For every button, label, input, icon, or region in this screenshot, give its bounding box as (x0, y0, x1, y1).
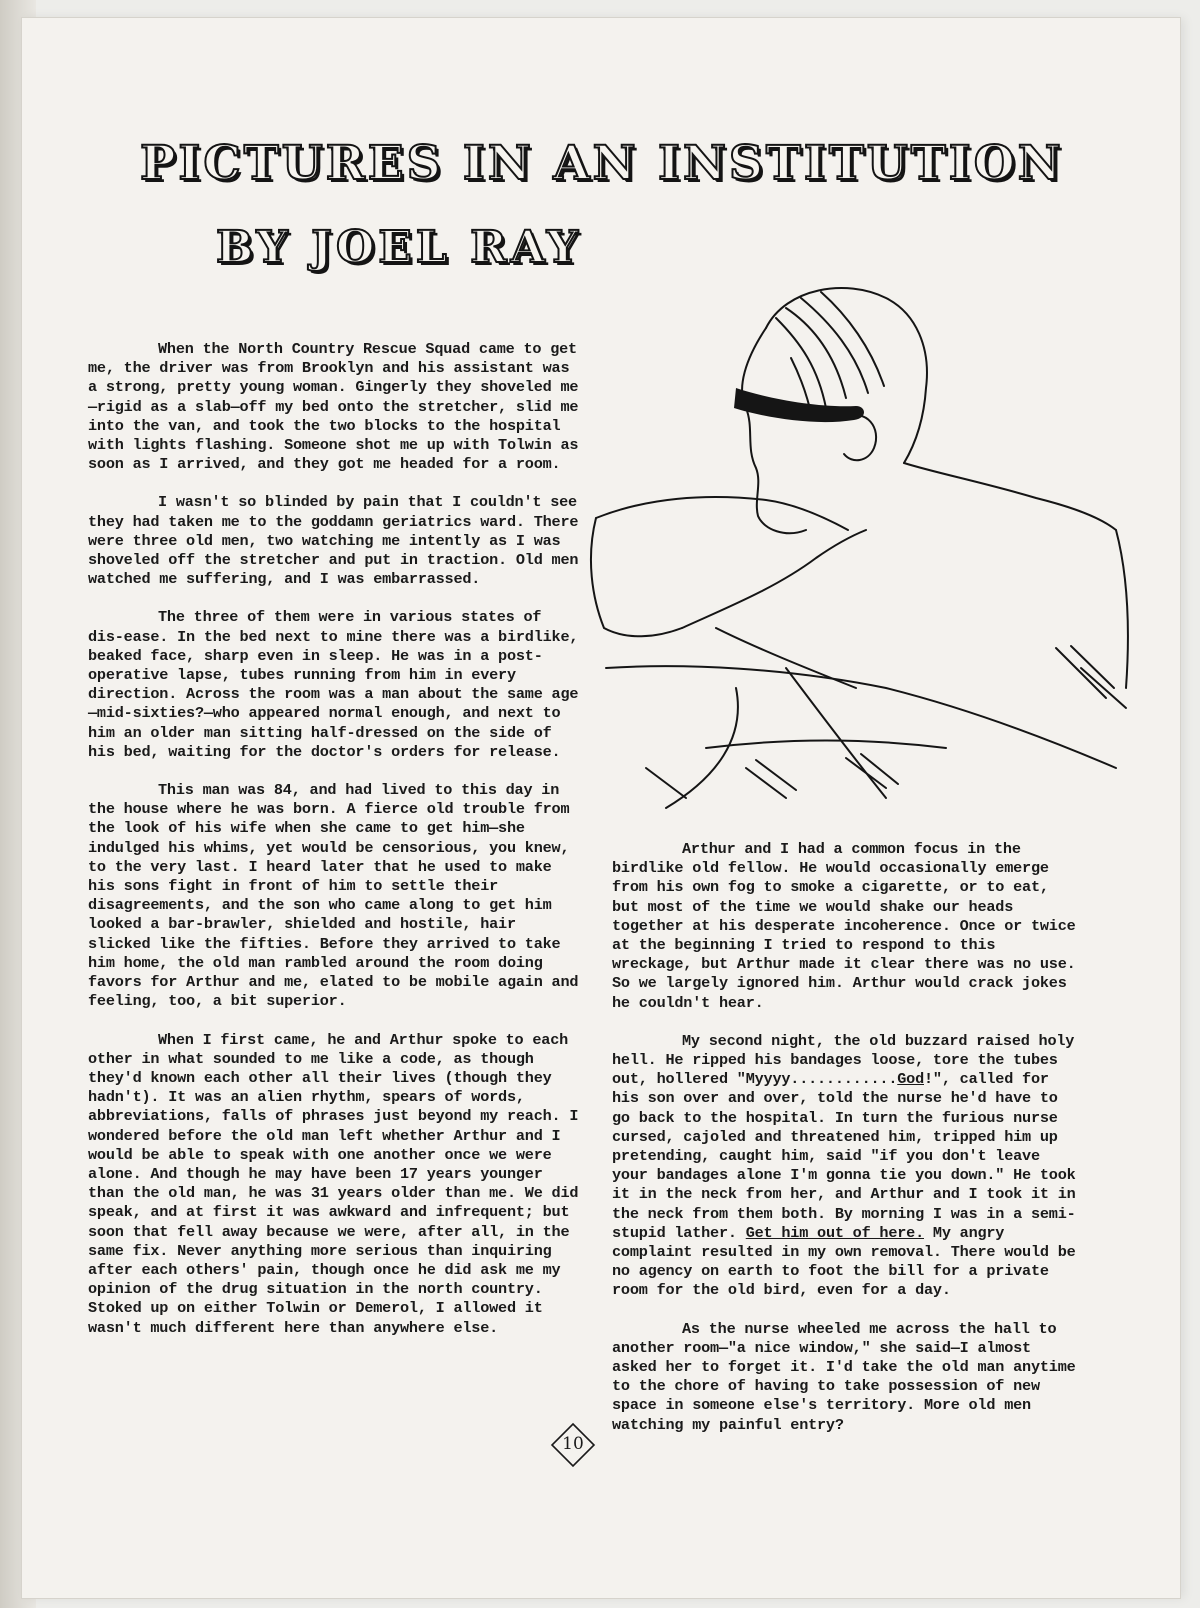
ear (844, 415, 876, 460)
article-title: PICTURES IN AN INSTITUTION (140, 136, 1064, 191)
left-column (88, 340, 584, 1357)
underlined-phrase: Get him out of here. (745, 1223, 924, 1242)
hatching (646, 768, 686, 798)
right-column (612, 840, 1082, 1454)
shirt-line (786, 668, 886, 798)
paragraph-6: Arthur and I had a common focus in the birdlike old fellow. He would occasionally emerge from his own fog to smoke a cigarette, or to eat, but most of the time we would shake our heads together at his desperate incoherence. Once or twice at the beginning I tried to respond to this wreckage, but Arthur made it clear there was no use. So we largely ignored him. Arthur would crack jokes he couldn't hear. (612, 840, 1076, 1012)
hair-stroke (776, 318, 826, 408)
paragraph-1: When the North Country Rescue Squad came to get me, the driver was from Brooklyn and his assistant was a strong, pretty young woman. Gingerly they shoveled me—rigid as a slab—off my bed onto the stretcher, slid me into the van, and took the two blocks to the hospital with lights flashing. Someone shot me up with Tolwin as soon as I arrived, and they got me headed for a room. (88, 340, 579, 474)
paragraph-8: As the nurse wheeled me across the hall to another room—"a nice window," she said—I almost asked her to forget it. I'd take the old man anytime to the chore of having to take possession of new space in someone else's territory. More old men watching my painful entry? (612, 1319, 1076, 1434)
sketch-illustration (586, 268, 1146, 828)
head-outline (766, 288, 927, 463)
bed-line (706, 741, 946, 749)
arm-lower (682, 530, 866, 628)
arm-upper (596, 497, 848, 530)
shoulder (904, 463, 1116, 530)
underlined-word: God (897, 1070, 924, 1089)
paragraph-3: The three of them were in various states of dis-ease. In the bed next to mine there was a birdlike, beaked face, sharp even in sleep. He was in a post-operative lapse, tubes running from him in every direction. Across the room was a man about the same age—mid-sixties?—who appeared normal enough, and next to him an older man sitting half-dressed on the side of his bed, waiting for the doctor's orders for release. (88, 608, 579, 761)
back (1116, 530, 1128, 688)
page-number-text: 10 (562, 1434, 584, 1454)
hatching (846, 754, 898, 788)
hair-stroke (786, 308, 846, 398)
paragraph-4: This man was 84, and had lived to this day in the house where he was born. A fierce old trouble from the look of his wife when she came to get him—she indulged his whims, yet would be censorious, you knew, to the very last. I heard later that he used to make his sons fight in front of him to settle their disagreements, and the son who came along to get him looked a bar-brawler, shielded and hostile, hair slicked like the fifties. Before they arrived to take him home, the old man rambled around the room doing favors for Arthur and me, elated to be mobile again and feeling, too, a bit superior. (88, 781, 579, 1011)
paragraph-7 (612, 1032, 1082, 1301)
hatching (746, 760, 796, 798)
text-run: !", called for his son over and over, told the nurse he'd have to go back to the hospital. In turn the furious nurse cursed, cajoled and threatened him, tripped him up pretending, caught him, said "if you don't leave your bandages alone I'm gonna tie you down." He took it in the neck from her, and Arthur and I took it in the neck from them both. By morning I was in a semi-stupid lather. (612, 1070, 1076, 1242)
paragraph-5: When I first came, he and Arthur spoke to each other in what sounded to me like a code, as though they'd known each other all their lives (though they hadn't). It was an alien rhythm, spears of words, abbreviations, falls of phrases just beyond my reach. I wondered before the old man left whether Arthur and I would be able to speak with one another once we were alone. And though he may have been 17 years younger than the old man, he was 31 years older than me. We did speak, and at first it was awkward and infrequent; but soon that fell away because we were, after all, in the same fix. Never anything more serious than inquiring after each others' pain, though once he did ask me my opinion of the drug situation in the north country. Stoked up on either Tolwin or Demerol, I allowed it wasn't much different here than anywhere else. (88, 1030, 579, 1337)
paragraph-2: I wasn't so blinded by pain that I couldn't see they had taken me to the goddamn geriatrics ward. There were three old men, two watching me intently as I was shoveled off the stretcher and put in traction. Old men watched me suffering, and I was embarrassed. (88, 493, 579, 589)
text-run: My angry complaint resulted in my own removal. There would be no agency on earth to foot the bill for a private room for the old bird, even for a day. (612, 1223, 1076, 1300)
hatching (1056, 646, 1126, 708)
bed-line (606, 666, 1116, 768)
article-byline: BY JOEL RAY (216, 222, 583, 273)
text-run: My second night, the old buzzard raised holy hell. He ripped his bandages loose, tore the tubes out, hollered "Myyyy............ (612, 1031, 1075, 1089)
face-profile (742, 328, 806, 533)
page-number (550, 1422, 596, 1468)
arm-sleeve (591, 518, 682, 636)
hair-stroke (821, 292, 884, 386)
hair-stroke (801, 298, 868, 393)
